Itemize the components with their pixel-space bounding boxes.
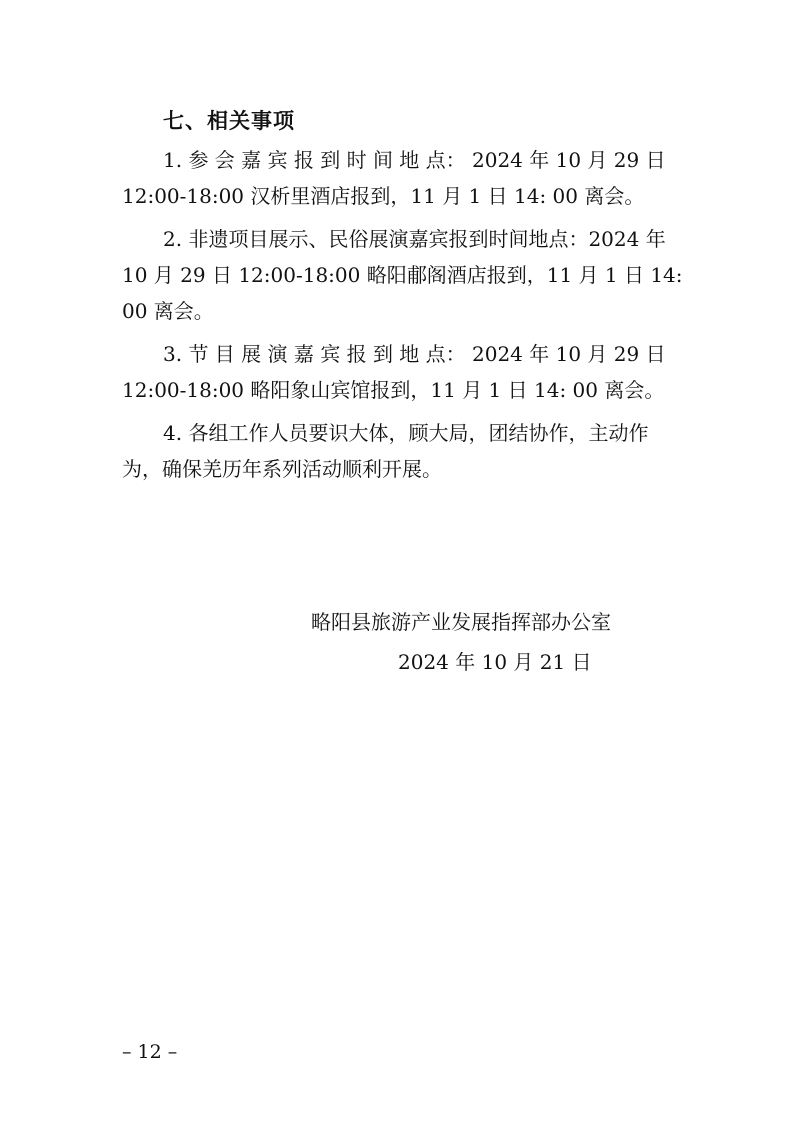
item-2-line-2: 10 月 29 日 12:00-18:00 略阳郙阁酒店报到，11 月 1 日 14: — [122, 263, 683, 287]
section-heading: 七、相关事项 — [163, 109, 295, 133]
item-3-line-2: 12:00-18:00 略阳象山宾馆报到，11 月 1 日 14: 00 离会。 — [122, 378, 665, 402]
item-1-line-1: 1. 参 会 嘉 宾 报 到 时 间 地 点： 2024 年 10 月 29 日 — [163, 148, 666, 172]
item-3-line-1: 3. 节 目 展 演 嘉 宾 报 到 地 点： 2024 年 10 月 29 日 — [163, 342, 666, 366]
item-2-paragraph — [122, 221, 683, 329]
item-2-line-1: 2. 非遗项目展示、民俗展演嘉宾报到时间地点：2024 年 — [163, 227, 666, 251]
signature-organization: 略阳县旅游产业发展指挥部办公室 — [311, 610, 611, 634]
page-number: – 12 – — [122, 1041, 178, 1063]
item-2-line-3: 00 离会。 — [122, 299, 214, 323]
item-4-line-1: 4. 各组工作人员要识大体，顾大局，团结协作，主动作 — [163, 421, 649, 445]
item-1-paragraph — [122, 142, 671, 214]
item-1-line-2: 12:00-18:00 汉析里酒店报到，11 月 1 日 14: 00 离会。 — [122, 184, 645, 208]
signature-date: 2024 年 10 月 21 日 — [398, 650, 592, 674]
item-4-line-2: 为，确保羌历年系列活动顺利开展。 — [122, 457, 442, 481]
item-3-paragraph — [122, 336, 671, 408]
item-4-paragraph — [122, 415, 671, 487]
